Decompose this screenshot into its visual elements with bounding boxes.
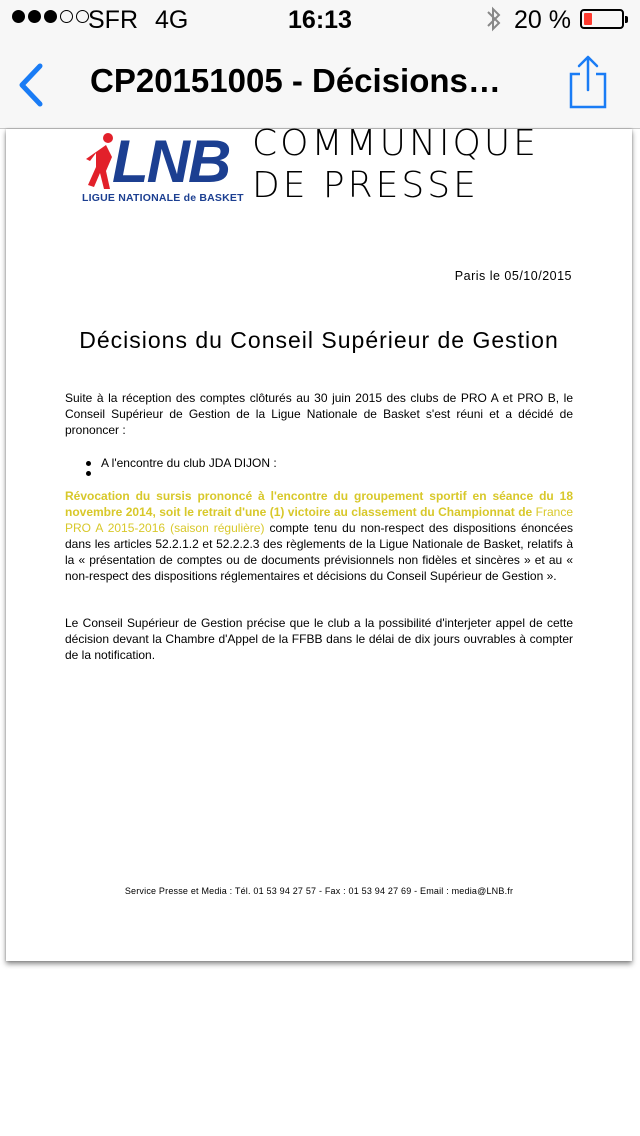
intro-paragraph: Suite à la réception des comptes clôturés au 30 juin 2015 des clubs de PRO A et PRO B, le Conseil Supérieur de Gestion de la Ligue Nationale de Basket s'est réuni et a décidé de prononcer : — [65, 391, 573, 437]
list-item — [86, 471, 277, 476]
contact-footer: Service Presse et Media : Tél. 01 53 94 27 57 - Fax : 01 53 94 27 69 - Email : media@LNB.fr — [124, 886, 514, 896]
pdf-page — [6, 123, 632, 961]
battery-percent-label: 20 % — [514, 6, 571, 34]
list-item — [86, 456, 277, 471]
date-line: Paris le 05/10/2015 — [454, 269, 572, 283]
bluetooth-icon — [483, 4, 505, 34]
logo-subtitle: LIGUE NATIONALE de BASKET — [82, 192, 244, 204]
list-item-text: A l'encontre du club JDA DIJON : — [101, 456, 277, 470]
decision-highlight: Révocation du sursis prononcé à l'encontre du groupement sportif en séance du 18 novembre 2014, soit le retrait d'une (1) victoire au classement du Championnat de — [65, 489, 573, 519]
network-type-label: 4G — [155, 6, 189, 34]
pdf-viewer[interactable] — [0, 123, 640, 1136]
appeal-paragraph: Le Conseil Supérieur de Gestion précise que le club a la possibilité d'interjeter appel de cette décision devant la Chambre d'Appel de la FFBB dans le délai de dix jours ouvrables à compter de la notification. — [65, 616, 573, 662]
logo-letters: LNB — [112, 128, 230, 195]
battery-icon — [580, 9, 624, 29]
press-release-heading — [252, 123, 539, 207]
chevron-left-icon[interactable] — [14, 62, 46, 108]
decision-paragraph — [65, 488, 573, 584]
carrier-label: SFR — [88, 6, 138, 34]
heading-line-1: COMMUNIQUE — [252, 123, 539, 164]
bullet-list — [86, 456, 277, 476]
doc-title: Décisions du Conseil Supérieur de Gestion — [79, 327, 559, 353]
decision-text: compte tenu du non-respect des dispositions énoncées dans les articles 52.2.1.2 et 52.2.2.3 des règlements de la Ligue Nationale de Basket, relatifs à la « présentation de comptes ou de documents prévisionnels non fidèles et sincères » et au « non-respect des dispositions réglementaires et décisions du Conseil Supérieur de Gestion ». — [65, 521, 574, 583]
lnb-logo — [82, 128, 244, 209]
status-bar — [0, 0, 640, 40]
share-icon[interactable] — [566, 54, 610, 110]
decision-highlight-2: France PRO A 2015-2016 (saison régulière) — [65, 505, 573, 535]
heading-line-2: DE PRESSE — [252, 165, 479, 206]
document-title: CP20151005 - Décisions… — [90, 62, 501, 99]
clock: 16:13 — [288, 6, 352, 34]
navigation-bar — [0, 40, 640, 129]
